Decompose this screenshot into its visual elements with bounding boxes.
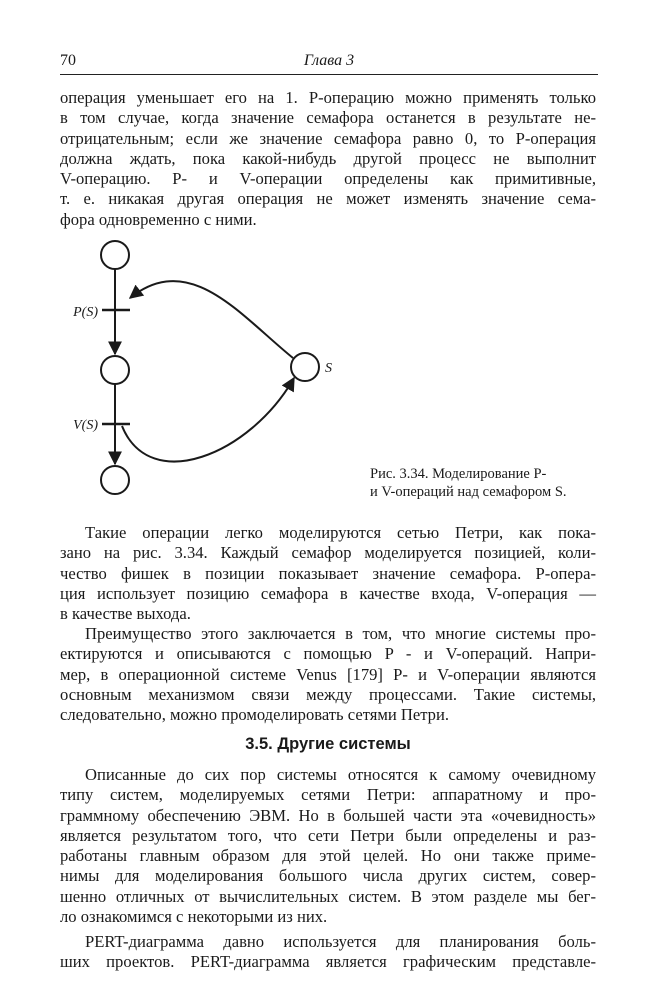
text-line: основным механизмом связи между процессами. Такие системы, xyxy=(60,684,596,704)
text-line: ция использует позицию семафора в качестве входа, V-операция — xyxy=(60,583,596,603)
label-s: S xyxy=(325,361,332,376)
text-line: в качестве выхода. xyxy=(60,604,191,624)
place-bottom xyxy=(101,466,129,494)
text-line: ших проектов. PERT-диаграмма является графическим представле- xyxy=(60,952,596,972)
caption-line: и V-операций над семафором S. xyxy=(370,484,567,500)
text-line: операция уменьшает его на 1. P-операцию можно применять только xyxy=(60,88,596,107)
label-p-s: P(S) xyxy=(73,305,98,320)
paragraph-1 xyxy=(60,88,596,230)
text-line: ло ознакомимся с некоторыми из них. xyxy=(60,907,328,927)
page-number: 70 xyxy=(60,52,76,69)
text-line: V-операцию. P- и V-операции определены как примитивные, xyxy=(60,169,596,189)
place-top xyxy=(101,241,129,269)
paragraph-2 xyxy=(60,523,596,624)
label-v-s: V(S) xyxy=(73,418,98,433)
running-title: Глава 3 xyxy=(303,52,355,69)
text-line: типу систем, моделируемых сетями Петри: аппаратному и про- xyxy=(60,785,596,805)
paragraph-3 xyxy=(60,624,596,725)
text-line: фора одновременно с ними. xyxy=(60,209,257,229)
text-line: ектируются и описываются с помощью P - и V-операций. Напри- xyxy=(60,644,596,664)
section-heading: 3.5. Другие системы xyxy=(245,735,411,753)
text-line: мер, в операционной системе Venus [179] P- и V-операции являются xyxy=(60,664,596,684)
text-line: в том случае, когда значение семафора останется в результате не- xyxy=(60,108,596,128)
text-line: чество фишек в позиции показывает значение семафора. P-опера- xyxy=(60,563,596,583)
paragraph-5 xyxy=(60,932,596,973)
text-line: зано на рис. 3.34. Каждый семафор моделируется позицией, коли- xyxy=(60,543,596,563)
text-line: отрицательным; если же значение семафора равно 0, то P-операция xyxy=(60,128,596,148)
text-line: т. е. никакая другая операция не может изменять значение сема- xyxy=(60,189,596,209)
text-line: нимы для моделирования большого числа других систем, совер- xyxy=(60,866,596,886)
caption-line: Рис. 3.34. Моделирование P- xyxy=(370,466,547,482)
text-line: PERT-диаграмма давно используется для планирования боль- xyxy=(85,932,596,951)
text-line: является результатом того, что сети Петри были определены и раз- xyxy=(60,825,596,845)
text-line: работаны главным образом для этой целей. Но они также приме- xyxy=(60,846,596,866)
text-line: Описанные до сих пор системы относятся к самому очевидному xyxy=(85,765,596,784)
text-line: шенно отличных от вычислительных систем. В этом разделе мы бег- xyxy=(60,886,596,906)
page-header xyxy=(60,50,598,75)
text-line: Преимущество этого заключается в том, что многие системы про- xyxy=(85,624,596,643)
text-line: следовательно, можно промоделировать сетями Петри. xyxy=(60,705,450,725)
figure-caption xyxy=(370,465,600,501)
place-middle xyxy=(101,356,129,384)
petri-net-figure xyxy=(60,230,360,510)
text-line: должна ждать, пока какой-нибудь другой процесс не выполнит xyxy=(60,148,596,168)
text-line: граммному обеспечению ЭВМ. Но в большей части эта «очевидность» xyxy=(60,805,596,825)
paragraph-4 xyxy=(60,765,596,927)
arc-s-to-p xyxy=(130,281,293,358)
arc-v-to-s xyxy=(122,378,294,462)
place-semaphore-s xyxy=(291,353,319,381)
text-line: Такие операции легко моделируются сетью Петри, как пока- xyxy=(85,523,596,542)
